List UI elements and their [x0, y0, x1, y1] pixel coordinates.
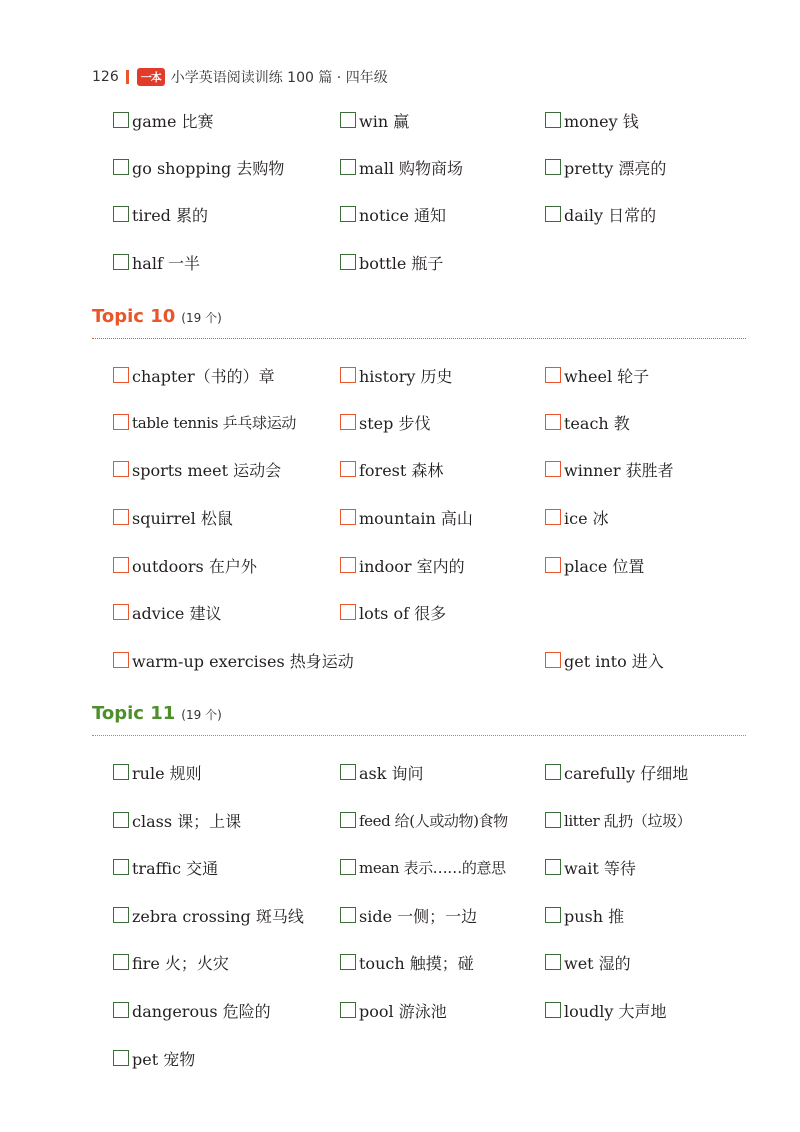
vocab-text: wheel 轮子 [564, 366, 650, 386]
vocab-item[interactable] [113, 599, 221, 625]
checkbox[interactable] [340, 859, 356, 875]
vocab-item[interactable] [340, 249, 443, 275]
vocab-item[interactable] [340, 362, 452, 388]
vocab-text: chapter（书的）章 [132, 366, 275, 386]
vocab-item[interactable] [545, 154, 666, 180]
vocab-item[interactable] [113, 1045, 195, 1071]
vocab-text: sports meet 运动会 [132, 460, 282, 480]
vocab-text: indoor 室内的 [359, 556, 465, 576]
vocab-item[interactable] [113, 409, 296, 435]
topic-count: (19 个) [181, 708, 222, 722]
vocab-item[interactable] [545, 854, 636, 880]
vocab-text: side 一侧；一边 [359, 906, 478, 926]
checkbox[interactable] [545, 954, 561, 970]
checkbox[interactable] [340, 254, 356, 270]
vocab-row [0, 807, 800, 833]
vocab-row [0, 107, 800, 133]
vocab-item[interactable] [340, 949, 474, 975]
checkbox[interactable] [545, 812, 561, 828]
vocab-text: win 赢 [359, 111, 410, 131]
vocab-text: wait 等待 [564, 858, 636, 878]
checkbox[interactable] [340, 367, 356, 383]
checkbox[interactable] [113, 1050, 129, 1066]
vocab-item[interactable] [545, 504, 609, 530]
vocab-text: game 比赛 [132, 111, 214, 131]
vocab-item[interactable] [340, 409, 430, 435]
vocab-row [0, 759, 800, 785]
vocab-text: litter 乱扔（垃圾） [564, 811, 692, 830]
checkbox[interactable] [113, 461, 129, 477]
checkbox[interactable] [545, 414, 561, 430]
vocab-text: mountain 高山 [359, 508, 473, 528]
checkbox[interactable] [545, 367, 561, 383]
vocab-item[interactable] [545, 552, 644, 578]
checkbox[interactable] [340, 461, 356, 477]
vocab-row [0, 599, 800, 625]
vocab-item[interactable] [340, 759, 424, 785]
checkbox[interactable] [340, 557, 356, 573]
checkbox[interactable] [113, 652, 129, 668]
checkbox[interactable] [340, 1002, 356, 1018]
vocab-text: outdoors 在户外 [132, 556, 257, 576]
vocab-item[interactable] [545, 759, 688, 785]
checkbox[interactable] [545, 159, 561, 175]
vocab-text: class 课；上课 [132, 811, 242, 831]
vocab-row [0, 854, 800, 880]
vocab-item[interactable] [340, 902, 477, 928]
vocab-text: fire 火；火灾 [132, 953, 229, 973]
vocab-item[interactable] [113, 949, 229, 975]
vocab-row [0, 552, 800, 578]
vocab-text: squirrel 松鼠 [132, 508, 233, 528]
vocab-text: wet 湿的 [564, 953, 631, 973]
checkbox[interactable] [340, 159, 356, 175]
checkbox[interactable] [340, 812, 356, 828]
checkbox[interactable] [545, 112, 561, 128]
book-title: 小学英语阅读训练 100 篇 · 四年级 [170, 70, 388, 86]
vocab-text: pet 宠物 [132, 1049, 196, 1069]
vocab-text: half 一半 [132, 253, 200, 273]
checkbox[interactable] [113, 414, 129, 430]
topic-heading [92, 703, 222, 724]
checkbox[interactable] [340, 112, 356, 128]
checkbox[interactable] [113, 159, 129, 175]
checkbox[interactable] [113, 764, 129, 780]
checkbox[interactable] [545, 907, 561, 923]
checkbox[interactable] [340, 414, 356, 430]
vocab-item[interactable] [545, 807, 691, 833]
vocab-item[interactable] [340, 456, 443, 482]
vocab-item[interactable] [113, 902, 304, 928]
vocab-item[interactable] [545, 949, 631, 975]
vocab-item[interactable] [545, 201, 656, 227]
checkbox[interactable] [545, 859, 561, 875]
vocab-text: history 历史 [359, 366, 453, 386]
vocab-text: pretty 漂亮的 [564, 158, 667, 178]
vocab-item[interactable] [545, 997, 667, 1023]
checkbox[interactable] [340, 907, 356, 923]
vocab-row [0, 997, 800, 1023]
vocab-row [0, 504, 800, 530]
vocab-text: get into 进入 [564, 651, 664, 671]
vocab-row [0, 949, 800, 975]
vocab-item[interactable] [340, 107, 409, 133]
page-number: 126 [92, 69, 119, 85]
checkbox[interactable] [545, 509, 561, 525]
vocab-item[interactable] [113, 249, 200, 275]
checkbox[interactable] [113, 367, 129, 383]
topic-divider [92, 338, 746, 339]
vocab-row [0, 902, 800, 928]
vocab-text: notice 通知 [359, 205, 447, 225]
checkbox[interactable] [545, 461, 561, 477]
vocab-text: go shopping 去购物 [132, 158, 285, 178]
checkbox[interactable] [340, 954, 356, 970]
publisher-logo: 一本 [137, 68, 165, 86]
vocab-item[interactable] [545, 362, 649, 388]
vocab-item[interactable] [340, 552, 465, 578]
vocab-text: table tennis 乒乓球运动 [132, 413, 297, 432]
vocab-item[interactable] [340, 504, 473, 530]
vocab-item[interactable] [113, 504, 233, 530]
topic-title: Topic 10 [92, 306, 176, 327]
topic-count: (19 个) [181, 311, 222, 325]
topic-title: Topic 11 [92, 703, 176, 724]
vocab-item[interactable] [545, 647, 664, 673]
vocab-text: lots of 很多 [359, 603, 447, 623]
checkbox[interactable] [113, 907, 129, 923]
vocab-text: mean 表示……的意思 [359, 858, 506, 877]
vocab-text: feed 给(人或动物)食物 [359, 811, 508, 830]
vocab-item[interactable] [340, 997, 447, 1023]
topic-heading [92, 306, 222, 327]
vocab-item[interactable] [545, 456, 674, 482]
checkbox[interactable] [113, 509, 129, 525]
checkbox[interactable] [113, 1002, 129, 1018]
vocab-text: ice 冰 [564, 508, 609, 528]
vocab-text: traffic 交通 [132, 858, 219, 878]
vocab-row [0, 456, 800, 482]
vocab-item[interactable] [113, 201, 208, 227]
vocab-item[interactable] [113, 107, 214, 133]
checkbox[interactable] [113, 812, 129, 828]
vocab-item[interactable] [340, 807, 508, 833]
checkbox[interactable] [545, 557, 561, 573]
vocab-item[interactable] [113, 552, 257, 578]
vocab-row [0, 1045, 800, 1071]
vocab-item[interactable] [340, 599, 446, 625]
topic-divider [92, 735, 746, 736]
vocab-item[interactable] [545, 107, 639, 133]
vocab-item[interactable] [113, 854, 218, 880]
vocab-text: dangerous 危险的 [132, 1001, 271, 1021]
vocab-row [0, 409, 800, 435]
checkbox[interactable] [545, 1002, 561, 1018]
vocab-text: touch 触摸；碰 [359, 953, 474, 973]
vocab-row [0, 249, 800, 275]
checkbox[interactable] [113, 254, 129, 270]
checkbox[interactable] [113, 954, 129, 970]
vocab-item[interactable] [113, 807, 241, 833]
vocab-item[interactable] [340, 201, 446, 227]
vocab-item[interactable] [113, 759, 202, 785]
vocab-text: place 位置 [564, 556, 645, 576]
page-header [92, 66, 388, 88]
vocab-text: push 推 [564, 906, 625, 926]
vocab-text: rule 规则 [132, 763, 202, 783]
vocab-item[interactable] [113, 997, 271, 1023]
checkbox[interactable] [545, 652, 561, 668]
vocab-item[interactable] [340, 854, 506, 880]
vocab-text: loudly 大声地 [564, 1001, 667, 1021]
vocab-text: money 钱 [564, 111, 639, 131]
vocab-text: zebra crossing 斑马线 [132, 906, 304, 926]
checkbox[interactable] [113, 206, 129, 222]
vocab-text: daily 日常的 [564, 205, 657, 225]
checkbox[interactable] [340, 764, 356, 780]
vocab-item[interactable] [545, 902, 624, 928]
vocab-text: tired 累的 [132, 205, 208, 225]
vocab-item[interactable] [113, 154, 284, 180]
vocab-text: carefully 仔细地 [564, 763, 689, 783]
vocab-row [0, 154, 800, 180]
vocab-item[interactable] [113, 647, 354, 673]
vocab-text: pool 游泳池 [359, 1001, 447, 1021]
vocab-row [0, 362, 800, 388]
vocab-text: ask 询问 [359, 763, 424, 783]
vocab-text: forest 森林 [359, 460, 444, 480]
vocab-item[interactable] [113, 362, 275, 388]
vocab-row [0, 647, 800, 673]
checkbox[interactable] [113, 859, 129, 875]
vocab-item[interactable] [545, 409, 630, 435]
vocab-row [0, 201, 800, 227]
checkbox[interactable] [113, 604, 129, 620]
vocab-text: teach 教 [564, 413, 630, 433]
checkbox[interactable] [340, 509, 356, 525]
vocab-text: advice 建议 [132, 603, 222, 623]
checkbox[interactable] [340, 206, 356, 222]
checkbox[interactable] [545, 764, 561, 780]
checkbox[interactable] [113, 557, 129, 573]
vocab-item[interactable] [340, 154, 463, 180]
vocab-item[interactable] [113, 456, 281, 482]
vocab-text: step 步伐 [359, 413, 431, 433]
checkbox[interactable] [113, 112, 129, 128]
checkbox[interactable] [340, 604, 356, 620]
header-divider [126, 70, 129, 84]
checkbox[interactable] [545, 206, 561, 222]
vocab-text: mall 购物商场 [359, 158, 464, 178]
vocab-text: winner 获胜者 [564, 460, 674, 480]
vocab-text: warm-up exercises 热身运动 [132, 651, 354, 671]
vocab-text: bottle 瓶子 [359, 253, 444, 273]
